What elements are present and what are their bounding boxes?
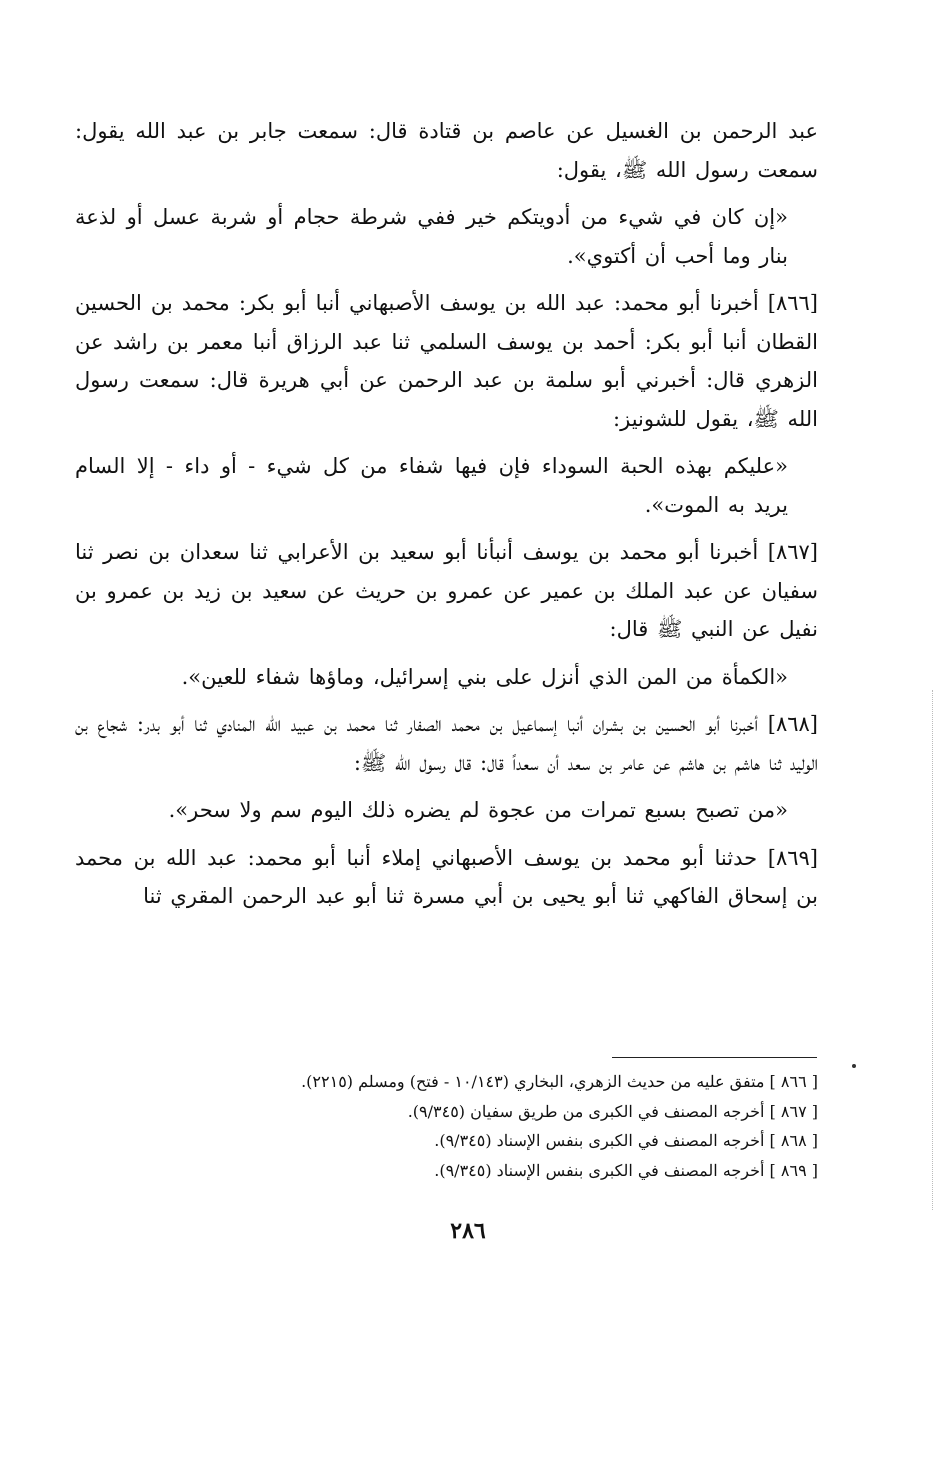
main-text xyxy=(75,112,818,925)
footnote-separator xyxy=(612,1057,817,1058)
page-number: ٢٨٦ xyxy=(450,1218,486,1244)
hadith-quote: «من تصبح بسبع تمرات من عجوة لم يضره ذلك اليوم سم ولا سحر». xyxy=(168,798,788,822)
footnote-869: [ ٨٦٩ ] أخرجه المصنف في الكبرى بنفس الإسناد (٩/٣٤٥). xyxy=(434,1160,818,1180)
hadith-866-chain: [٨٦٦] أخبرنا أبو محمد: عبد الله بن يوسف الأصبهاني أنبا أبو بكر: محمد بن الحسين القطان أنبا أبو بكر: أحمد بن يوسف السلمي ثنا عبد الرزاق أنبا معمر بن راشد عن الزهري قال: أخبرني أبو سلمة بن عبد الرحمن عن أبي هريرة قال: سمعت رسول الله ﷺ، يقول للشونيز: xyxy=(75,291,818,431)
hadith-quote: «الكمأة من المن الذي أنزل على بني إسرائيل، وماؤها شفاء للعين». xyxy=(181,664,788,689)
footnote-867: [ ٨٦٧ ] أخرجه المصنف في الكبرى من طريق سفيان (٩/٣٤٥). xyxy=(407,1101,818,1121)
footnote-868: [ ٨٦٨ ] أخرجه المصنف في الكبرى بنفس الإسناد (٩/٣٤٥). xyxy=(434,1131,818,1150)
margin-dot xyxy=(852,1064,856,1068)
hadith-quote: «إن كان في شيء من أدويتكم خير ففي شرطة حجام أو شربة عسل أو لذعة بنار وما أحب أن أكتوي». xyxy=(75,205,788,268)
hadith-867-chain: [٨٦٧] أخبرنا أبو محمد بن يوسف أنبأنا أبو سعيد بن الأعرابي ثنا سعدان بن نصر ثنا سفيان عن عبد الملك بن عمير عن عمرو بن حريث عن سعيد بن زيد بن عمرو بن نفيل عن النبي ﷺ قال: xyxy=(75,540,818,641)
hadith-quote: «عليكم بهذه الحبة السوداء فإن فيها شفاء من كل شيء - أو داء - إلا السام يريد به الموت». xyxy=(75,454,788,517)
footnotes xyxy=(120,1067,818,1185)
paragraph-text: عبد الرحمن بن الغسيل عن عاصم بن قتادة قال: سمعت جابر بن عبد الله يقول: سمعت رسول الله ﷺ، يقول: xyxy=(75,119,818,182)
footnote-866: [ ٨٦٦ ] متفق عليه من حديث الزهري، البخاري (١٠/١٤٣ - فتح) ومسلم (٢٢١٥). xyxy=(301,1072,818,1091)
scan-margin-line xyxy=(932,690,934,1210)
hadith-868-chain: [٨٦٨] أخبرنا أبو الحسين بن بشران أنبا إسماعيل بن محمد الصفار ثنا محمد بن عبيد الله المنادي ثنا أبو بدر: شجاع بن الوليد ثنا هاشم بن هاشم عن عامر بن سعد أن سعداً قال: قال رسول الله ﷺ: xyxy=(75,712,818,775)
hadith-869-chain: [٨٦٩] حدثنا أبو محمد بن يوسف الأصبهاني إملاء أنبا أبو محمد: عبد الله بن محمد بن إسحاق الفاكهي ثنا أبو يحيى بن أبي مسرة ثنا أبو عبد الرحمن المقري ثنا xyxy=(75,845,818,908)
